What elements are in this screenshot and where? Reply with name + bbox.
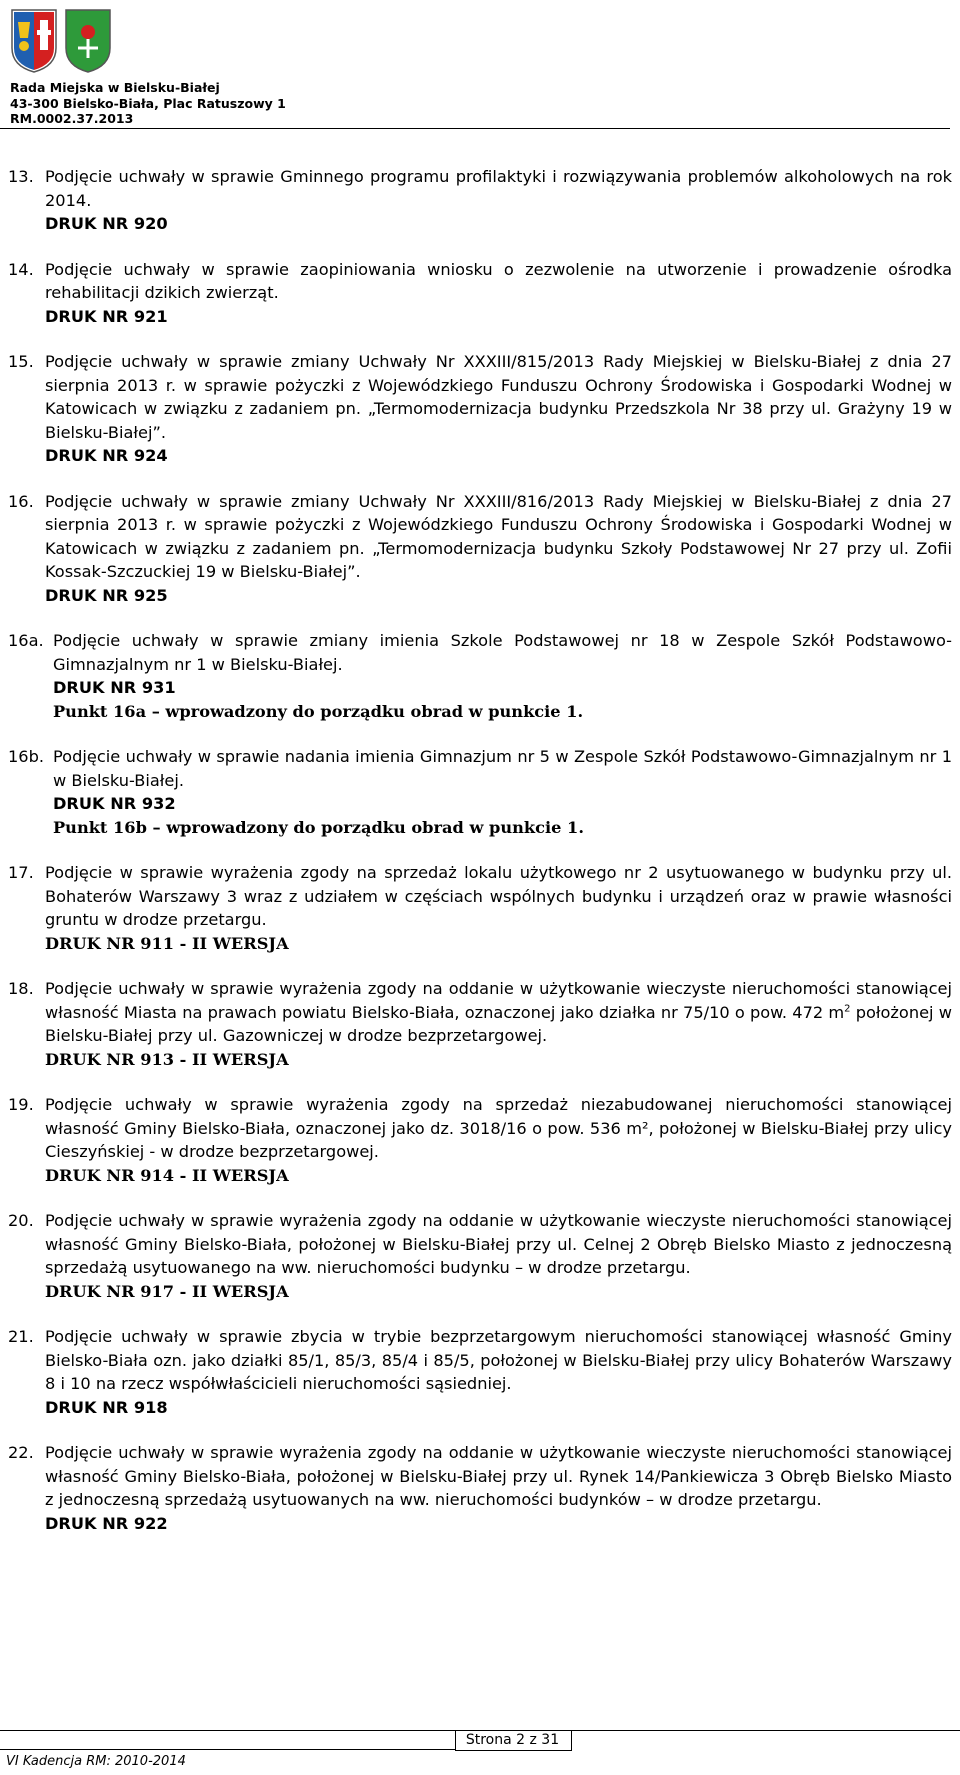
druk-label: DRUK NR 924 [45,446,168,465]
agenda-item-16a [8,629,952,723]
item-number: 22. [8,1443,34,1462]
druk-label: DRUK NR 931 [53,678,176,697]
item-text: Podjęcie uchwały w sprawie zaopiniowania wniosku o zezwolenie na utworzenie i prowadzenie ośrodka rehabilitacji dzikich zwierząt. [45,259,952,302]
druk-label: DRUK NR 914 - II WERSJA [45,1165,289,1185]
item-note: Punkt 16a – wprowadzony do porządku obrad w punkcie 1. [53,701,584,721]
druk-label: DRUK NR 922 [45,1513,168,1533]
agenda-item-13 [8,165,952,236]
header-rule [0,128,950,129]
header-org: Rada Miejska w Bielsku-Białej [10,80,220,95]
item-number: 13. [8,167,34,186]
document-header [10,8,950,127]
druk-label: DRUK NR 913 - II WERSJA [45,1049,289,1069]
druk-label: DRUK NR 921 [45,306,168,326]
document-footer [0,1730,960,1775]
item-text: Podjęcie uchwały w sprawie zmiany imienia Szkole Podstawowej nr 18 w Zespole Szkół Podstawowo-Gimnazjalnym nr 1 w Bielsku-Białej. [53,631,952,674]
item-text: Podjęcie w sprawie wyrażenia zgody na sprzedaż lokalu użytkowego nr 2 usytuowanego w budynku przy ul. Bohaterów Warszawy 3 wraz z udziałem w częściach wspólnych budynku i urządzeń oraz w prawie własności gruntu w drodze przetargu. [45,863,952,929]
item-number: 19. [8,1095,34,1114]
item-number: 16. [8,491,34,511]
druk-label: DRUK NR 932 [53,794,176,813]
footer-underline [0,1749,455,1750]
agenda-item-22 [8,1441,952,1535]
item-number: 14. [8,259,34,279]
item-text: Podjęcie uchwały w sprawie zmiany Uchwały Nr XXXIII/816/2013 Rady Miejskiej w Bielsku-Białej z dnia 27 sierpnia 2013 r. w sprawie pożyczki z Wojewódzkiego Funduszu Ochrony Środowiska i Gospodarki Wodnej w Katowicach w związku z zadaniem pn. „Termomodernizacja budynku Szkoły Podstawowej Nr 27 przy ul. Zofii Kossak-Szczuckiej 19 w Bielsku-Białej”. [45,491,952,581]
agenda-item-18 [8,977,952,1071]
item-text-part-b: położonej w Bielsku-Białej przy ul. Gazowniczej w drodze bezprzetargowej. [45,1002,952,1045]
city-crest-left-icon [10,8,58,74]
druk-label: DRUK NR 917 - II WERSJA [45,1281,289,1301]
agenda-list [8,165,952,1557]
item-note: Punkt 16b – wprowadzony do porządku obrad w punkcie 1. [53,817,584,837]
header-ref: RM.0002.37.2013 [10,111,134,126]
agenda-item-19 [8,1093,952,1187]
agenda-item-20 [8,1209,952,1303]
area-superscript: 2 [844,1003,851,1015]
agenda-item-15 [8,350,952,468]
druk-label: DRUK NR 920 [45,214,168,233]
item-text: Podjęcie uchwały w sprawie wyrażenia zgody na sprzedaż niezabudowanej nieruchomości stanowiącej własność Gminy Bielsko-Biała, oznaczonej jako dz. 3018/16 o pow. 536 m², położonej w Bielsku-Białej przy ulicy Cieszyńskiej - w drodze bezprzetargowej. [45,1095,952,1161]
kadencja-label: VI Kadencja RM: 2010-2014 [6,1754,186,1769]
item-text: Podjęcie uchwały w sprawie zmiany Uchwały Nr XXXIII/815/2013 Rady Miejskiej w Bielsku-Białej z dnia 27 sierpnia 2013 r. w sprawie pożyczki z Wojewódzkiego Funduszu Ochrony Środowiska i Gospodarki Wodnej w Katowicach w związku z zadaniem pn. „Termomodernizacja budynku Przedszkola Nr 38 przy ul. Grażyny 19 w Bielsku-Białej”. [45,352,952,442]
druk-label: DRUK NR 911 - II WERSJA [45,933,289,953]
agenda-item-16b [8,745,952,839]
item-number: 18. [8,979,34,998]
item-text [45,977,952,1048]
agenda-item-16 [8,490,952,608]
item-number: 16b. [8,747,45,766]
item-number: 20. [8,1211,34,1230]
druk-label: DRUK NR 925 [45,585,168,605]
item-text: Podjęcie uchwały w sprawie nadania imienia Gimnazjum nr 5 w Zespole Szkół Podstawowo-Gimnazjalnym nr 1 w Bielsku-Białej. [53,747,952,790]
crests [10,8,950,74]
item-text: Podjęcie uchwały w sprawie wyrażenia zgody na oddanie w użytkowanie wieczyste nieruchomości stanowiącej własność Gminy Bielsko-Biała, położonej w Bielsku-Białej przy ul. Celnej 2 Obręb Bielsko Miasto z jednoczesną sprzedażą usytuowanego na ww. nieruchomości budynku – w drodze przetargu. [45,1211,952,1277]
item-text: Podjęcie uchwały w sprawie wyrażenia zgody na oddanie w użytkowanie wieczyste nieruchomości stanowiącej własność Gminy Bielsko-Biała, położonej w Bielsku-Białej przy ul. Rynek 14/Pankiewicza 3 Obręb Bielsko Miasto z jednoczesną sprzedażą usytuowanych na ww. nieruchomości budynków – w drodze przetargu. [45,1443,952,1509]
page-number: Strona 2 z 31 [465,1732,560,1748]
item-number: 15. [8,352,34,371]
item-text-part-a: Podjęcie uchwały w sprawie wyrażenia zgody na oddanie w użytkowanie wieczyste nieruchomości stanowiącej własność Miasta na prawach powiatu Bielsko-Biała, oznaczonej jako działka nr 75/10 o pow. 472 m [45,979,952,1022]
druk-label: DRUK NR 918 [45,1397,168,1417]
header-address: 43-300 Bielsko-Biała, Plac Ratuszowy 1 [10,95,286,111]
item-text: Podjęcie uchwały w sprawie Gminnego programu profilaktyki i rozwiązywania problemów alkoholowych na rok 2014. [45,167,952,210]
item-text: Podjęcie uchwały w sprawie zbycia w trybie bezprzetargowym nieruchomości stanowiącej własność Gminy Bielsko-Biała ozn. jako działki 85/1, 85/3, 85/4 i 85/5, położonej w Bielsku-Białej przy ulicy Bohaterów Warszawy 8 i 10 na rzecz współwłaścicieli nieruchomości sąsiedniej. [45,1327,952,1393]
agenda-item-21 [8,1325,952,1419]
item-number: 21. [8,1327,34,1346]
item-number: 17. [8,863,34,882]
item-number: 16a. [8,631,44,650]
agenda-item-14 [8,258,952,329]
agenda-item-17 [8,861,952,955]
city-crest-right-icon [64,8,112,74]
